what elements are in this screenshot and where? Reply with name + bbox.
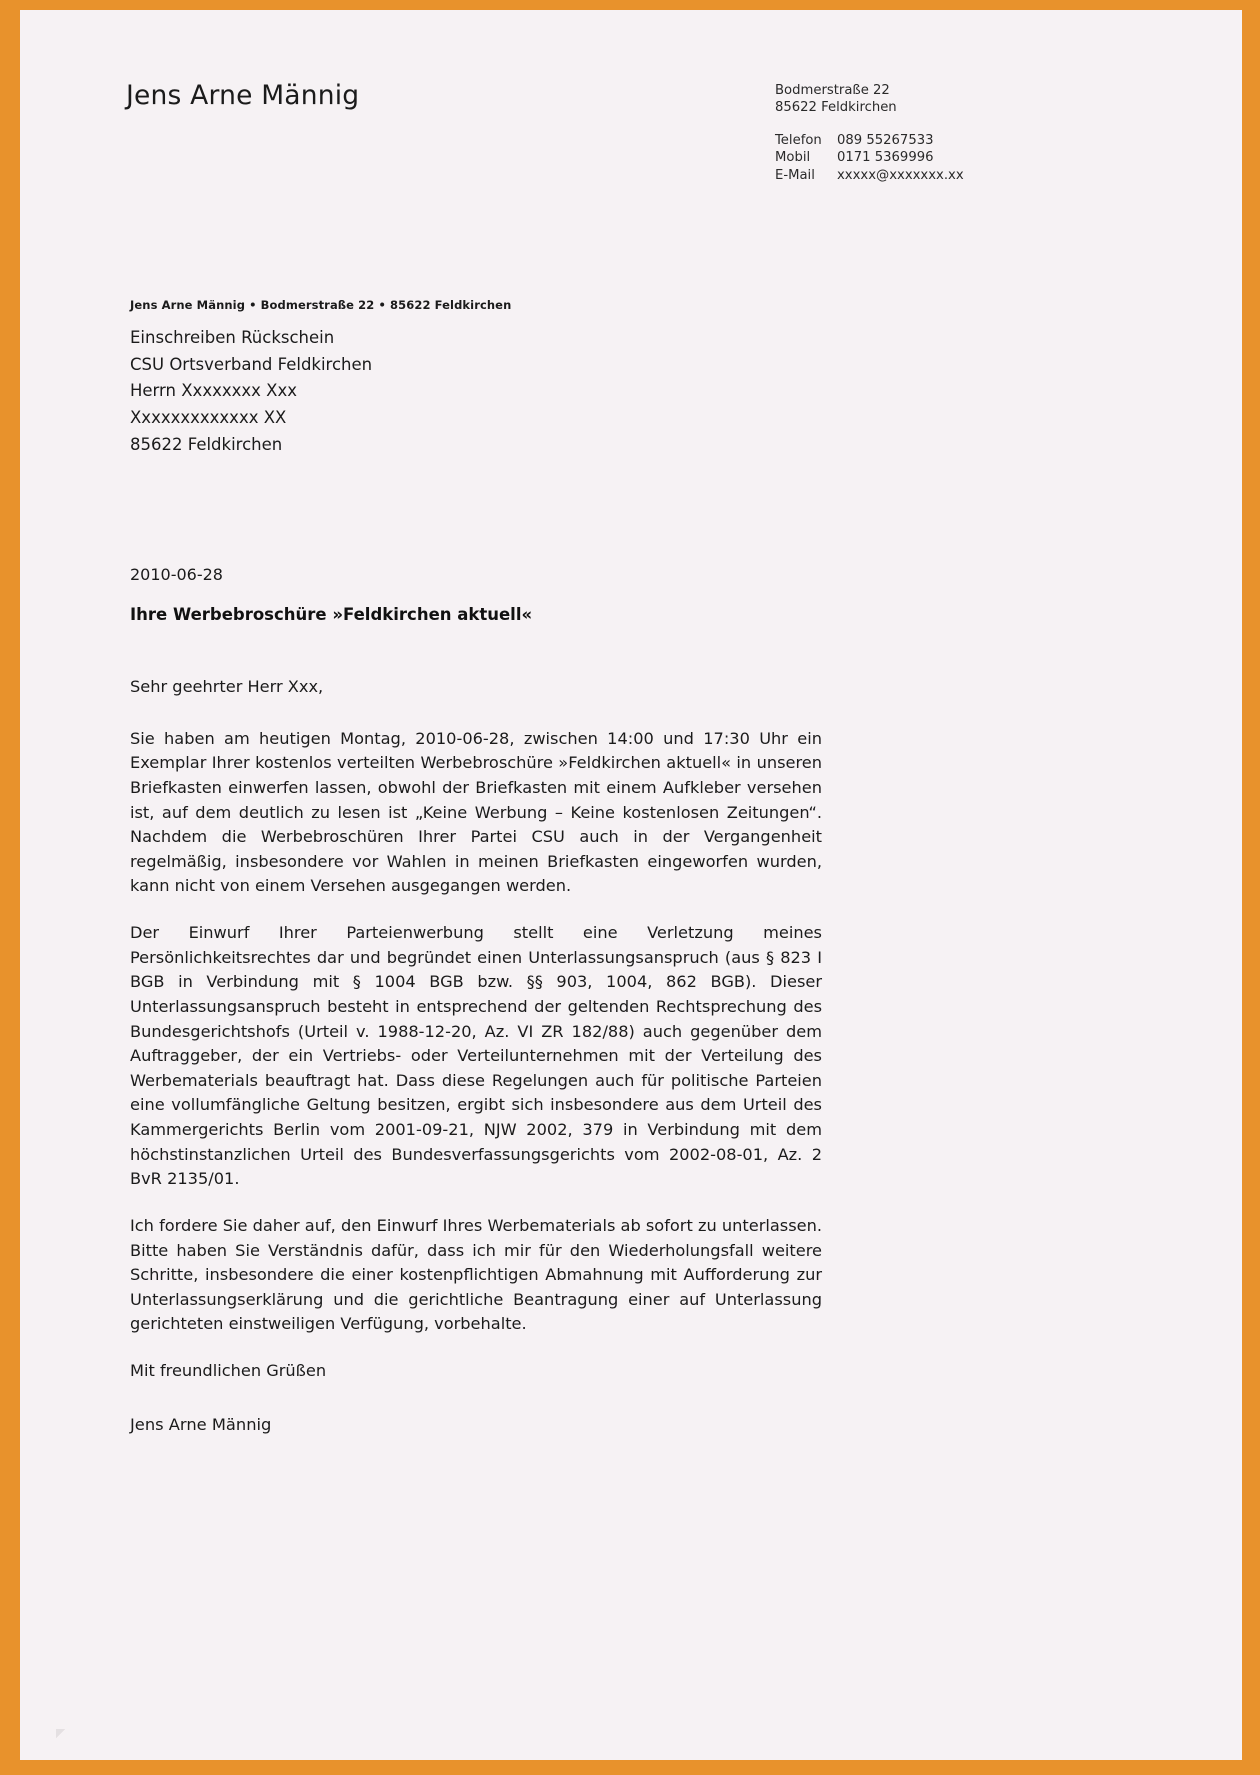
contact-phone-label: Telefon [775,132,822,148]
contact-email-label: E-Mail [775,167,815,183]
letter-date: 2010-06-28 [130,565,223,584]
recipient-line: Xxxxxxxxxxxxx XX [130,408,287,428]
contact-street: Bodmerstraße 22 [775,83,890,98]
letter-body [130,675,822,1384]
salutation: Sehr geehrter Herr Xxx, [130,677,324,696]
sender-name: Jens Arne Männig [126,80,360,111]
signature-name: Jens Arne Männig [130,1415,272,1434]
recipient-line: Herrn Xxxxxxxx Xxx [130,381,297,401]
contact-city: 85622 Feldkirchen [775,100,897,116]
contact-spacer [775,117,1115,132]
letter-subject: Ihre Werbebroschüre »Feldkirchen aktuell« [130,605,533,624]
letter-content [20,10,1242,1760]
contact-mobile [775,149,1115,166]
contact-email-value: xxxxx@xxxxxxx.xx [837,167,964,183]
contact-mobile-label: Mobil [775,150,811,166]
recipient-address [130,325,372,459]
body-paragraph: Sie haben am heutigen Montag, 2010-06-28, zwischen 14:00 und 17:30 Uhr ein Exemplar Ihrer kostenlos verteilten Werbebroschüre »Feldkirchen aktuell« in unseren Briefkasten einwerfen lassen, obwohl der Briefkasten mit einem Aufkleber versehen ist, auf dem deutlich zu lesen ist „Keine Werbung – Keine kostenlosen Zeitungen“. Nachdem die Werbebroschüren Ihrer Partei CSU auch in der Vergangenheit regelmäßig, insbesondere vor Wahlen in meinen Briefkasten eingeworfen wurden, kann nicht von einem Versehen ausgegangen werden. [130,728,822,896]
recipient-line: 85622 Feldkirchen [130,434,283,454]
contact-email [775,167,1115,184]
corner-mark-icon [56,1729,65,1738]
recipient-line: Einschreiben Rückschein [130,328,335,347]
return-address-line: Jens Arne Männig • Bodmerstraße 22 • 85622 Feldkirchen [130,298,512,312]
letter-page [20,10,1242,1760]
closing-line: Mit freundlichen Grüßen [130,1361,327,1380]
recipient-line: CSU Ortsverband Feldkirchen [130,354,373,374]
body-paragraph: Der Einwurf Ihrer Parteienwerbung stellt eine Verletzung meines Persönlichkeitsrechtes dar und begründet einen Unterlassungsanspruch (aus § 823 I BGB in Verbindung mit § 1004 BGB bzw. §§ 903, 1004, 862 BGB). Dieser Unterlassungsanspruch besteht in entsprechend der geltenden Rechtsprechung des Bundesgerichtshofs (Urteil v. 1988-12-20, Az. VI ZR 182/88) auch gegenüber dem Auftraggeber, der ein Vertriebs- oder Verteilunternehmen mit der Verteilung des Werbematerials beauftragt hat. Dass diese Regelungen auch für politische Parteien eine vollumfängliche Geltung besitzen, ergibt sich insbesondere aus dem Urteil des Kammergerichts Berlin vom 2001-09-21, NJW 2002, 379 in Verbindung mit dem höchstinstanzlichen Urteil des Bundesverfassungsgerichts vom 2002-08-01, Az. 2 BvR 2135/01. [130,923,822,1189]
contact-phone [775,132,1115,149]
contact-mobile-value: 0171 5369996 [837,150,934,166]
body-paragraph: Ich fordere Sie daher auf, den Einwurf Ihres Werbematerials ab sofort zu unterlassen. Bitte haben Sie Verständnis dafür, dass ich mir für den Wiederholungsfall weitere Schritte, insbesondere die einer kostenpflichtigen Abmahnung mit Aufforderung zur Unterlassungserklärung und die gerichtliche Beantragung einer auf Unterlassung gerichteten einstweiligen Verfügung, vorbehalte. [130,1215,822,1334]
contact-block [775,82,1115,184]
contact-phone-value: 089 55267533 [837,132,934,148]
